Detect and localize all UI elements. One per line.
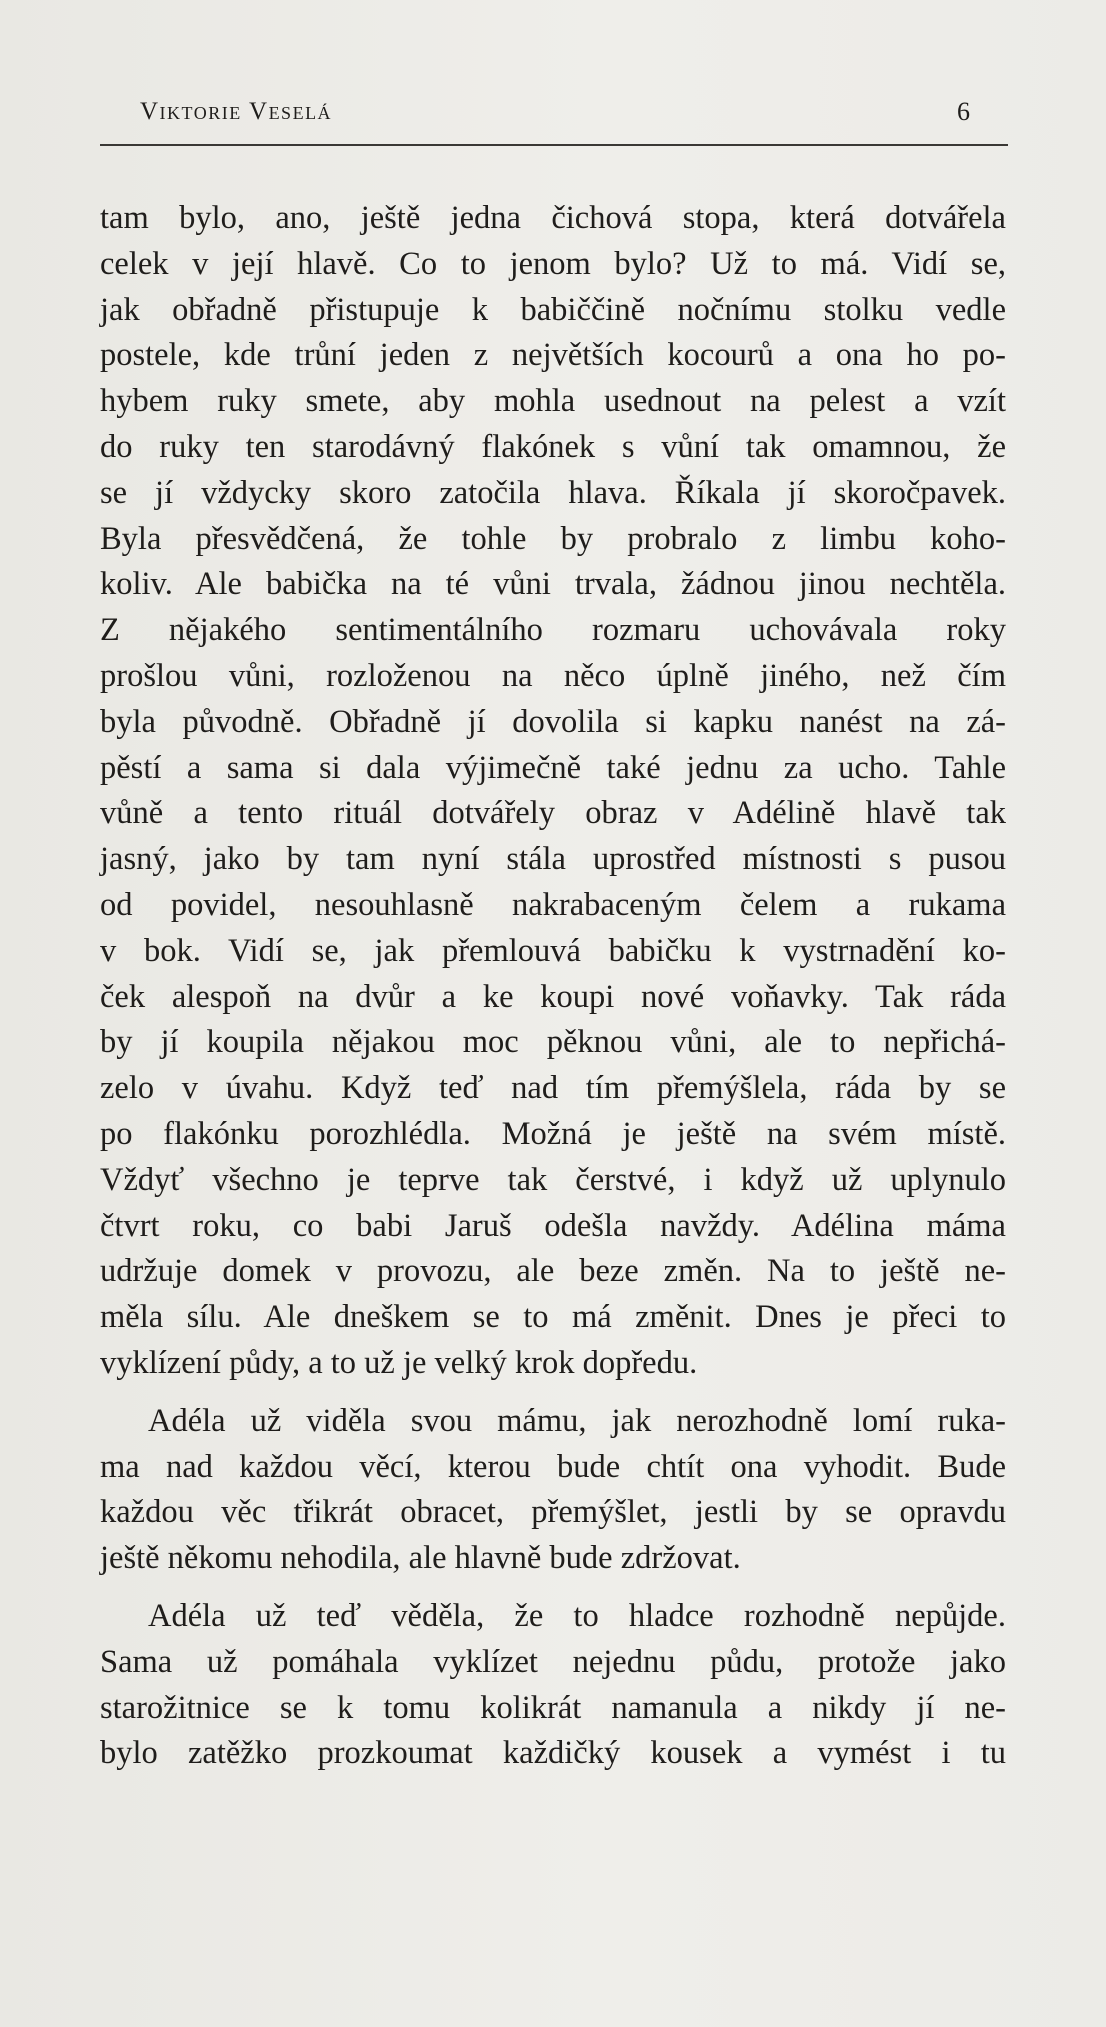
text-line: hybem ruky smete, aby mohla usednout na pelest a vzít	[100, 383, 1006, 420]
text-line: od povidel, nesouhlasně nakrabaceným čelem a rukama	[100, 886, 1006, 923]
text-line: prošlou vůni, rozloženou na něco úplně jiného, než čím	[100, 657, 1006, 694]
paragraph-gap	[100, 1582, 1006, 1594]
text-line: Adéla už viděla svou mámu, jak nerozhodně lomí ruka-	[148, 1402, 1006, 1439]
paragraph	[100, 196, 1006, 1387]
text-line: koliv. Ale babička na té vůni trvala, žádnou jinou nechtěla.	[100, 566, 1006, 603]
body-text	[100, 196, 1006, 1777]
paragraph	[100, 1594, 1006, 1777]
text-line: Sama už pomáhala vyklízet nejednu půdu, protože jako	[100, 1643, 1006, 1680]
paragraph	[100, 1399, 1006, 1582]
running-head	[140, 92, 970, 132]
text-line: Z nějakého sentimentálního rozmaru uchovávala roky	[100, 612, 1006, 649]
text-line: jasný, jako by tam nyní stála uprostřed místnosti s pusou	[100, 841, 1006, 878]
text-line: zelo v úvahu. Když teď nad tím přemýšlela, ráda by se	[100, 1070, 1006, 1107]
text-line: vůně a tento rituál dotvářely obraz v Adélině hlavě tak	[100, 795, 1006, 832]
text-line: bylo zatěžko prozkoumat každičký kousek a vymést i tu	[100, 1735, 1006, 1772]
paragraph-gap	[100, 1387, 1006, 1399]
text-line: Adéla už teď věděla, že to hladce rozhodně nepůjde.	[148, 1597, 1006, 1634]
text-line: čtvrt roku, co babi Jaruš odešla navždy. Adélina máma	[100, 1207, 1006, 1244]
text-line: každou věc třikrát obracet, přemýšlet, jestli by se opravdu	[100, 1494, 1006, 1531]
text-line: se jí vždycky skoro zatočila hlava. Říkala jí skoročpavek.	[100, 474, 1006, 511]
text-line: ještě někomu nehodila, ale hlavně bude zdržovat.	[100, 1540, 741, 1577]
text-line: by jí koupila nějakou moc pěknou vůni, ale to nepřichá-	[100, 1024, 1006, 1061]
text-line: celek v její hlavě. Co to jenom bylo? Už to má. Vidí se,	[100, 245, 1006, 282]
text-line: ček alespoň na dvůr a ke koupi nové voňavky. Tak ráda	[100, 978, 1006, 1015]
text-line: jak obřadně přistupuje k babiččině nočnímu stolku vedle	[100, 291, 1006, 328]
text-line: tam bylo, ano, ještě jedna čichová stopa, která dotvářela	[100, 200, 1006, 236]
text-line: udržuje domek v provozu, ale beze změn. Na to ještě ne-	[100, 1253, 1006, 1290]
text-line: pěstí a sama si dala výjimečně také jednu za ucho. Tahle	[100, 749, 1006, 786]
text-line: měla sílu. Ale dneškem se to má změnit. Dnes je přeci to	[100, 1299, 1006, 1336]
text-line: postele, kde trůní jeden z největších kocourů a ona ho po-	[100, 337, 1006, 374]
text-line: byla původně. Obřadně jí dovolila si kapku nanést na zá-	[100, 703, 1006, 740]
text-line: do ruky ten starodávný flakónek s vůní tak omamnou, že	[100, 428, 1006, 465]
running-head-author: Viktorie Veselá	[140, 98, 333, 125]
text-line: v bok. Vidí se, jak přemlouvá babičku k vystrnadění ko-	[100, 932, 1006, 969]
text-line: Vždyť všechno je teprve tak čerstvé, i když už uplynulo	[100, 1161, 1006, 1198]
text-line: starožitnice se k tomu kolikrát namanula a nikdy jí ne-	[100, 1689, 1006, 1726]
text-line: Byla přesvědčená, že tohle by probralo z limbu koho-	[100, 520, 1006, 557]
text-line: ma nad každou věcí, kterou bude chtít ona vyhodit. Bude	[100, 1448, 1006, 1485]
text-line: vyklízení půdy, a to už je velký krok dopředu.	[100, 1344, 698, 1381]
page-number: 6	[957, 97, 970, 126]
header-rule	[100, 144, 1008, 146]
text-line: po flakónku porozhlédla. Možná je ještě na svém místě.	[100, 1115, 1006, 1152]
